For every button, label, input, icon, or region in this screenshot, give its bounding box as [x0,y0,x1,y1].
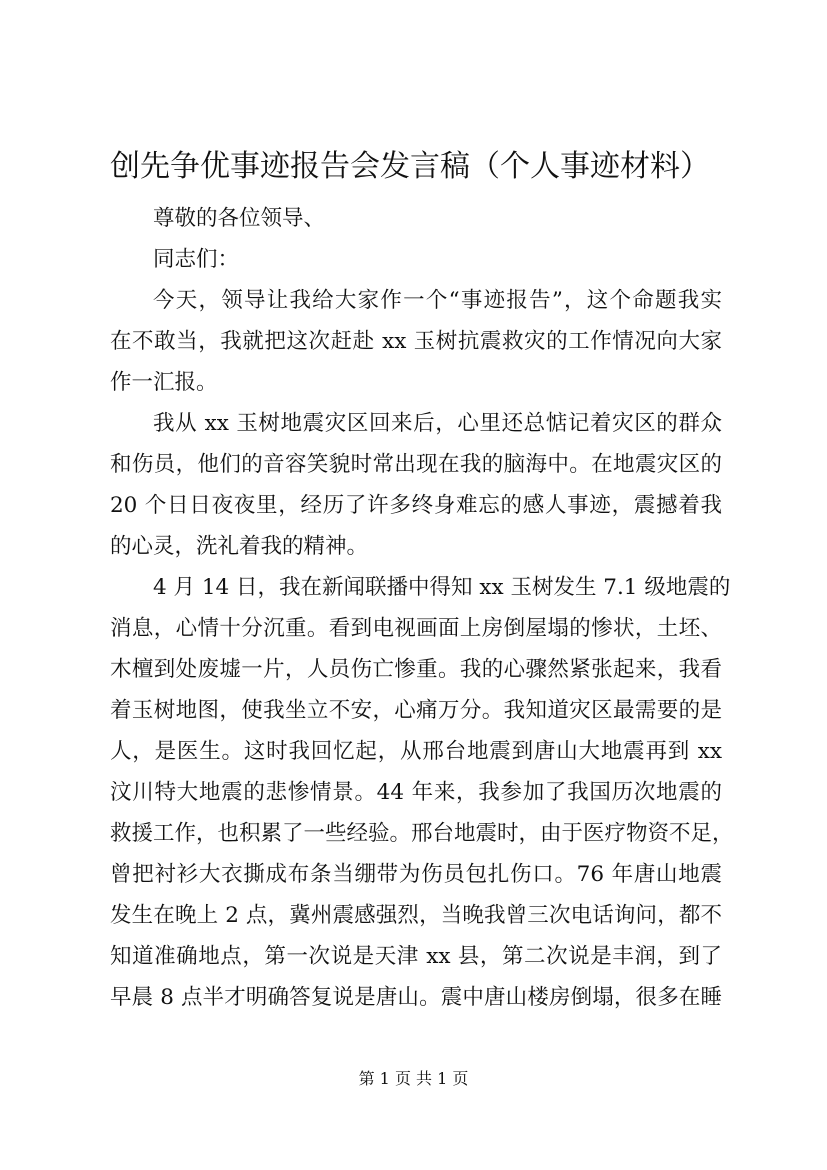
paragraph-line: 和伤员，他们的音容笑貌时常出现在我的脑海中。在地震灾区的 [110,452,722,477]
paragraph-line: 发生在晚上 2 点，冀州震感强烈，当晚我曾三次电话询问，都不 [110,903,722,928]
paragraph-line: 木檀到处废墟一片，人员伤亡惨重。我的心骤然紧张起来，我看 [110,657,722,682]
paragraph-1 [110,280,722,403]
paragraph-3 [110,567,734,1018]
paragraph-line: 在不敢当，我就把这次赶赴 xx 玉树抗震救灾的工作情况向大家 [110,329,722,354]
paragraph-line: 今天，领导让我给大家作一个“事迹报告”，这个命题我实 [153,288,722,313]
paragraph-line: 救援工作，也积累了一些经验。邢台地震时，由于医疗物资不足， [110,821,734,846]
salutation-line-2: 同志们： [153,247,240,272]
paragraph-line: 早晨 8 点半才明确答复说是唐山。震中唐山楼房倒塌，很多在睡 [110,985,722,1010]
paragraph-line: 着玉树地图，使我坐立不安，心痛万分。我知道灾区最需要的是 [110,698,722,723]
paragraph-line: 的心灵，洗礼着我的精神。 [110,534,369,559]
paragraph-line: 知道准确地点，第一次说是天津 xx 县，第二次说是丰润，到了 [110,944,722,969]
paragraph-line: 汶川特大地震的悲惨情景。44 年来，我参加了我国历次地震的 [110,780,722,805]
paragraph-line: 4 月 14 日，我在新闻联播中得知 xx 玉树发生 7.1 级地震的 [153,575,731,600]
paragraph-line: 我从 xx 玉树地震灾区回来后，心里还总惦记着灾区的群众 [153,411,722,436]
paragraph-line: 消息，心情十分沉重。看到电视画面上房倒屋塌的惨状，土坯、 [110,616,722,641]
paragraph-line: 20 个日日夜夜里，经历了许多终身难忘的感人事迹，震撼着我 [110,493,722,518]
salutation-line-1: 尊敬的各位领导、 [153,206,326,231]
page-number-footer: 第 1 页 共 1 页 [358,1069,469,1088]
paragraph-line: 曾把衬衫大衣撕成布条当绷带为伤员包扎伤口。76 年唐山地震 [110,862,722,887]
paragraph-line: 人，是医生。这时我回忆起，从邢台地震到唐山大地震再到 xx [110,739,722,764]
document-title: 创先争优事迹报告会发言稿（个人事迹材料） [110,149,710,184]
document-body [110,198,734,1018]
paragraph-2 [110,403,722,567]
paragraph-line: 作一汇报。 [110,370,218,395]
